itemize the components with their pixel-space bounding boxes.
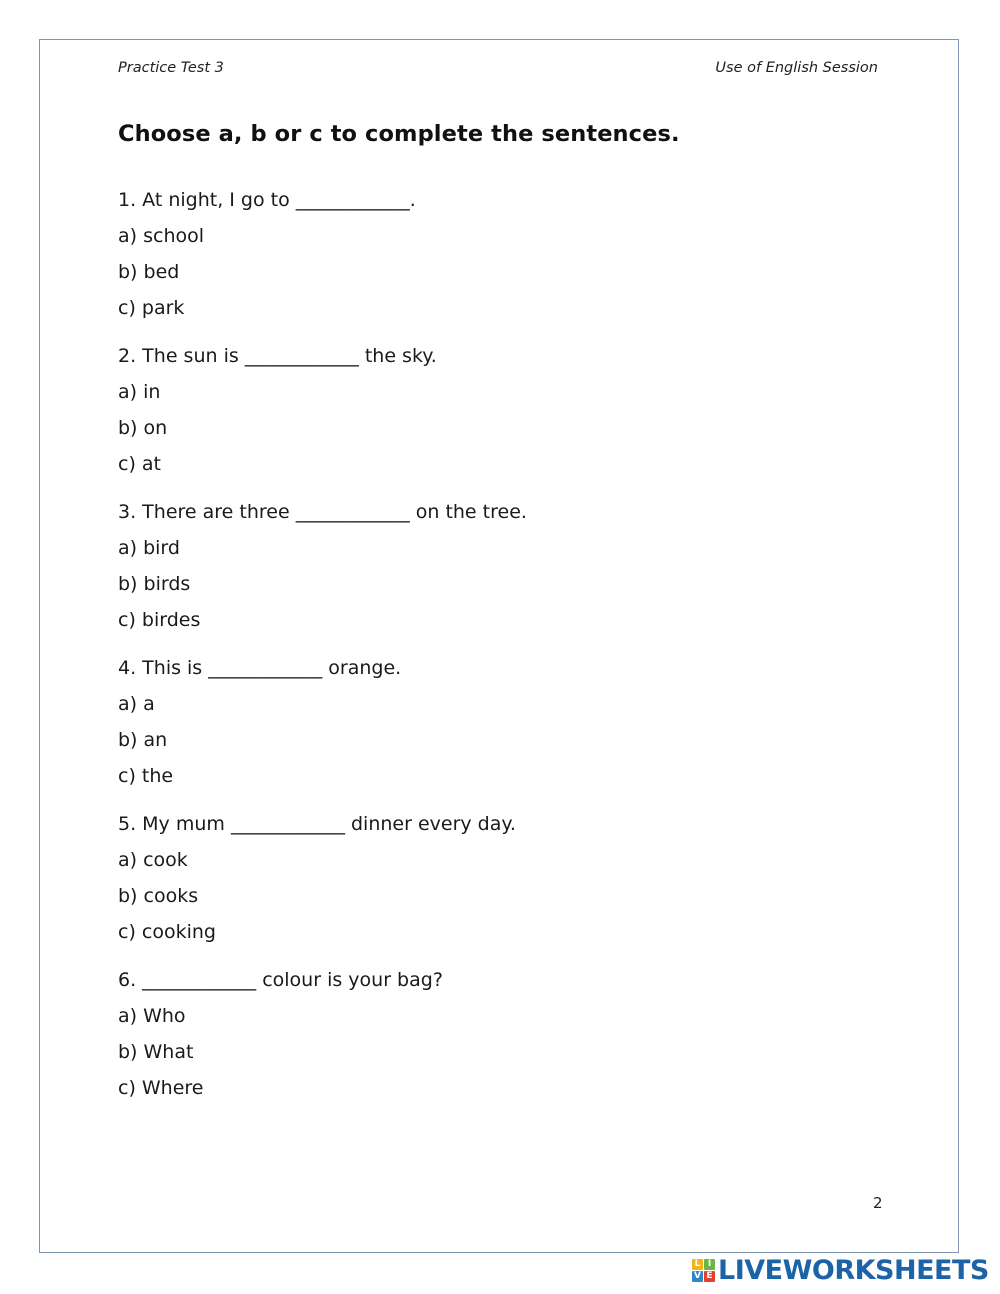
option-c: c) park xyxy=(118,297,185,319)
question-4 xyxy=(118,655,878,811)
option-c: c) Where xyxy=(118,1077,204,1099)
option-b: b) bed xyxy=(118,261,180,283)
question-text: 5. My mum ____________ dinner every day. xyxy=(118,813,516,835)
instruction-heading: Choose a, b or c to complete the sentences. xyxy=(118,121,680,147)
question-list xyxy=(118,187,878,1123)
question-text: 2. The sun is ____________ the sky. xyxy=(118,345,437,367)
option-a: a) cook xyxy=(118,849,188,871)
logo-letter-i: I xyxy=(704,1259,715,1270)
option-b: b) birds xyxy=(118,573,191,595)
logo-letter-e: E xyxy=(704,1271,715,1282)
header-session-title: Use of English Session xyxy=(715,60,878,76)
option-a: a) a xyxy=(118,693,155,715)
question-2 xyxy=(118,343,878,499)
option-c: c) cooking xyxy=(118,921,216,943)
option-c: c) the xyxy=(118,765,174,787)
option-b: b) on xyxy=(118,417,168,439)
option-a: a) bird xyxy=(118,537,180,559)
liveworksheets-brand[interactable] xyxy=(692,1255,989,1285)
question-text: 6. ____________ colour is your bag? xyxy=(118,969,443,991)
question-5 xyxy=(118,811,878,967)
option-b: b) an xyxy=(118,729,168,751)
option-a: a) school xyxy=(118,225,205,247)
option-c: c) at xyxy=(118,453,161,475)
liveworksheets-wordmark: LIVEWORKSHEETS xyxy=(718,1254,989,1286)
option-a: a) Who xyxy=(118,1005,186,1027)
logo-letter-v: V xyxy=(692,1271,703,1282)
question-text: 4. This is ____________ orange. xyxy=(118,657,402,679)
liveworksheets-logo-icon xyxy=(692,1259,715,1282)
option-b: b) cooks xyxy=(118,885,199,907)
option-b: b) What xyxy=(118,1041,194,1063)
question-6 xyxy=(118,967,878,1123)
question-text: 1. At night, I go to ____________. xyxy=(118,189,416,211)
question-text: 3. There are three ____________ on the tree. xyxy=(118,501,527,523)
option-a: a) in xyxy=(118,381,161,403)
option-c: c) birdes xyxy=(118,609,201,631)
page-number: 2 xyxy=(873,1194,883,1212)
logo-letter-l: L xyxy=(692,1259,703,1270)
header-test-title: Practice Test 3 xyxy=(118,60,224,76)
question-3 xyxy=(118,499,878,655)
question-1 xyxy=(118,187,878,343)
